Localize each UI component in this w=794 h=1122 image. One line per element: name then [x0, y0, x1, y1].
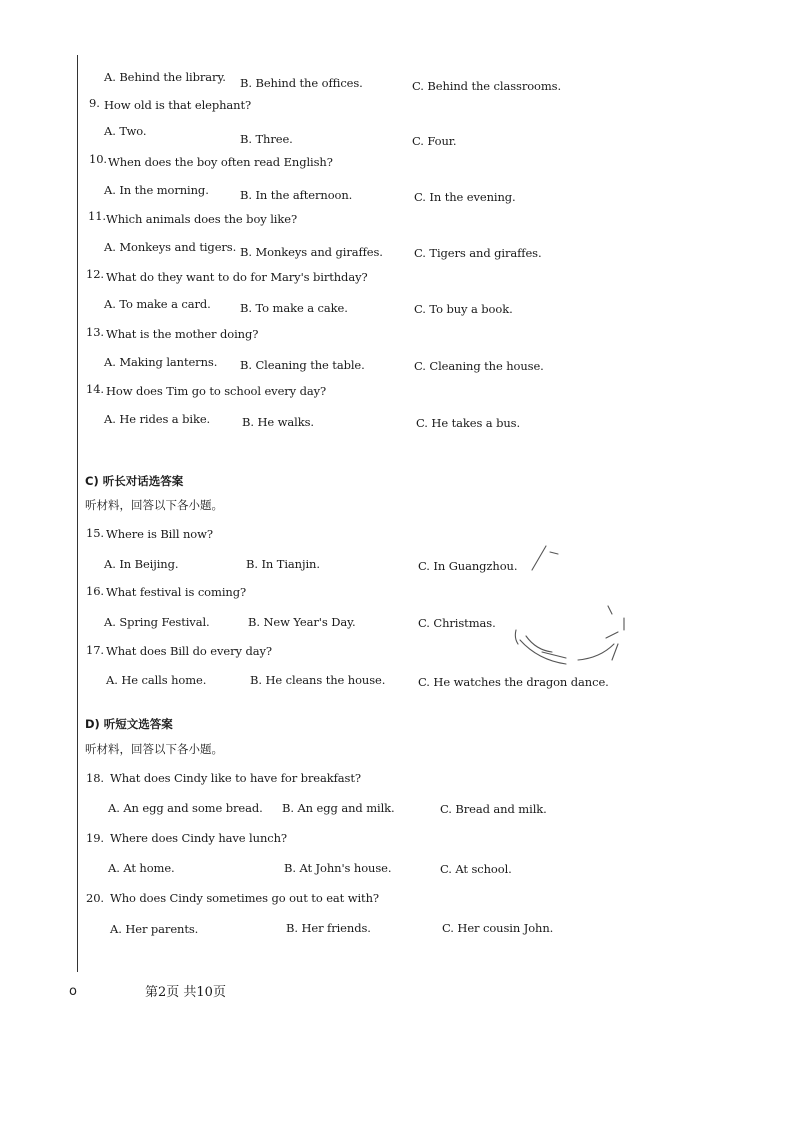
- option-c: C. Four.: [412, 134, 457, 148]
- option-b: B. In Tianjin.: [246, 557, 320, 571]
- question-number: 9.: [89, 96, 100, 110]
- option-c: C. Tigers and giraffes.: [414, 246, 542, 260]
- option-b: B. At John's house.: [284, 861, 392, 875]
- binding-margin-line: [77, 55, 78, 972]
- question-number: 15.: [86, 526, 104, 540]
- question-number: 12.: [86, 267, 104, 281]
- section-d-instruction: 听材料，回答以下各小题。: [85, 742, 223, 756]
- option-c: C. He takes a bus.: [416, 416, 521, 430]
- question-text: What does Bill do every day?: [106, 644, 272, 658]
- option-a: A. He rides a bike.: [104, 412, 211, 426]
- option-c: C. In the evening.: [414, 190, 516, 204]
- faint-stamp-mark: [508, 540, 638, 680]
- option-b: B. Her friends.: [286, 921, 371, 935]
- question-text: What does Cindy like to have for breakfast?: [110, 771, 361, 785]
- question-number: 17.: [86, 643, 104, 657]
- page-number-label: 第2页 共10页: [145, 985, 226, 1000]
- question-text: When does the boy often read English?: [108, 155, 333, 169]
- question-number: 11.: [88, 209, 106, 223]
- option-c: C. To buy a book.: [414, 302, 513, 316]
- option-a: A. At home.: [108, 861, 175, 875]
- option-a: A. Her parents.: [110, 922, 199, 936]
- question-number: 16.: [86, 584, 104, 598]
- option-a: A. Making lanterns.: [104, 355, 218, 369]
- option-b: B. Cleaning the table.: [240, 358, 365, 372]
- option-b: B. Monkeys and giraffes.: [240, 245, 383, 259]
- question-text: How old is that elephant?: [104, 98, 252, 112]
- option-a: A. Monkeys and tigers.: [104, 240, 237, 254]
- option-b: B. New Year's Day.: [248, 615, 356, 629]
- option-a: A. An egg and some bread.: [108, 801, 263, 815]
- question-text: What do they want to do for Mary's birthday?: [106, 270, 368, 284]
- option-a: A. Spring Festival.: [104, 615, 210, 629]
- option-c: C. Her cousin John.: [442, 921, 554, 935]
- option-b: B. Behind the offices.: [240, 76, 363, 90]
- section-d-title: D) 听短文选答案: [85, 717, 173, 731]
- option-c: C. Cleaning the house.: [414, 359, 544, 373]
- option-a: A. Two.: [104, 124, 147, 138]
- question-text: How does Tim go to school every day?: [106, 384, 327, 398]
- option-a: A. In Beijing.: [104, 557, 179, 571]
- question-number: 14.: [86, 382, 104, 396]
- option-c: C. Bread and milk.: [440, 802, 547, 816]
- option-b: B. He cleans the house.: [250, 673, 386, 687]
- option-c: C. He watches the dragon dance.: [418, 675, 609, 689]
- question-text: Where does Cindy have lunch?: [110, 831, 287, 845]
- option-b: B. In the afternoon.: [240, 188, 353, 202]
- question-text: What festival is coming?: [106, 585, 247, 599]
- option-c: C. Behind the classrooms.: [412, 79, 562, 93]
- question-number: 20.: [86, 891, 104, 905]
- question-number: 10.: [89, 152, 107, 166]
- question-number: 19.: [86, 831, 104, 845]
- section-c-title: C) 听长对话选答案: [85, 474, 184, 488]
- section-c-instruction: 听材料，回答以下各小题。: [85, 498, 223, 512]
- question-text: Which animals does the boy like?: [106, 212, 298, 226]
- option-a: A. Behind the library.: [104, 70, 226, 84]
- question-text: Who does Cindy sometimes go out to eat with?: [110, 891, 379, 905]
- option-b: B. An egg and milk.: [282, 801, 395, 815]
- option-a: A. He calls home.: [106, 673, 207, 687]
- option-b: B. To make a cake.: [240, 301, 348, 315]
- question-number: 18.: [86, 771, 104, 785]
- option-a: A. In the morning.: [104, 183, 209, 197]
- question-text: What is the mother doing?: [106, 327, 259, 341]
- question-text: Where is Bill now?: [106, 527, 213, 541]
- option-a: A. To make a card.: [104, 297, 211, 311]
- option-b: B. Three.: [240, 132, 293, 146]
- margin-circle-mark: o: [69, 984, 77, 999]
- option-b: B. He walks.: [242, 415, 314, 429]
- option-c: C. Christmas.: [418, 616, 496, 630]
- question-number: 13.: [86, 325, 104, 339]
- option-c: C. In Guangzhou.: [418, 559, 518, 573]
- option-c: C. At school.: [440, 862, 512, 876]
